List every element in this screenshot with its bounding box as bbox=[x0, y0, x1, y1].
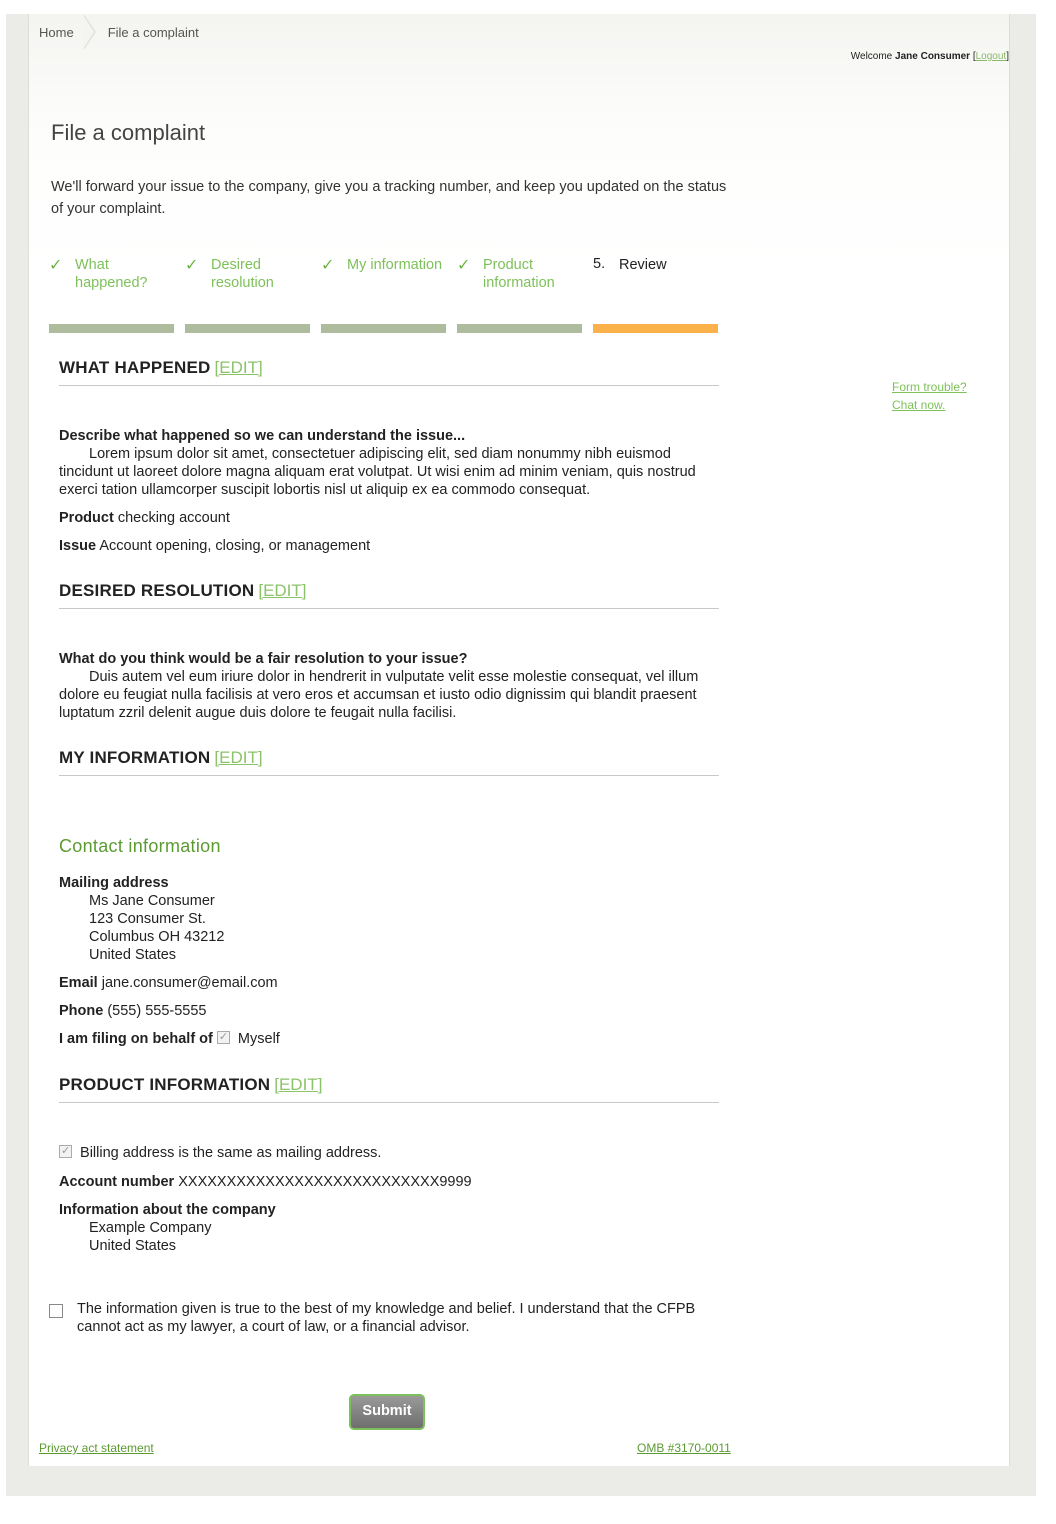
section-header-desired-resolution bbox=[59, 581, 719, 609]
check-icon: ✓ bbox=[185, 257, 199, 274]
account-row bbox=[59, 1173, 719, 1191]
behalf-row bbox=[59, 1030, 719, 1048]
breadcrumb bbox=[29, 14, 209, 50]
issue-value: Account opening, closing, or management bbox=[99, 538, 371, 554]
help-links bbox=[892, 378, 967, 414]
privacy-act-link[interactable]: Privacy act statement bbox=[39, 1441, 154, 1455]
issue-label: Issue bbox=[59, 538, 97, 554]
product-label: Product bbox=[59, 510, 114, 526]
intro-text: We'll forward your issue to the company, give you a tracking number, and keep you updated on the status of your complaint. bbox=[51, 179, 727, 217]
welcome-user: Jane Consumer bbox=[895, 51, 971, 62]
product-row bbox=[59, 509, 719, 527]
contact-information-heading: Contact information bbox=[59, 836, 221, 856]
email-row bbox=[59, 974, 719, 992]
address-line: 123 Consumer St. bbox=[89, 911, 206, 927]
billing-same-row bbox=[59, 1144, 719, 1162]
answer-text: Duis autem vel eum iriure dolor in hendrerit in vulputate velit esse molestie consequat, vel illum dolore eu feugiat nulla facilisis at vero eros et accumsan et iusto odio dignissim qui blandit praesent luptatum zzril delenit augue duis dolore te feugait nulla facilisi. bbox=[59, 669, 699, 721]
check-icon: ✓ bbox=[457, 257, 471, 274]
section-title: WHAT HAPPENED bbox=[59, 358, 211, 377]
phone-label: Phone bbox=[59, 1003, 104, 1019]
my-information-body bbox=[59, 874, 719, 1048]
company-line: Example Company bbox=[89, 1220, 212, 1236]
submit-button[interactable]: Submit bbox=[349, 1394, 425, 1430]
section-header-what-happened bbox=[59, 358, 719, 386]
edit-my-information-link[interactable]: [EDIT] bbox=[214, 748, 263, 767]
behalf-label: I am filing on behalf of bbox=[59, 1031, 213, 1047]
product-value: checking account bbox=[117, 510, 230, 526]
address-line: United States bbox=[89, 947, 177, 963]
page-title: File a complaint bbox=[51, 120, 206, 145]
account-value: XXXXXXXXXXXXXXXXXXXXXXXXXXX9999 bbox=[178, 1174, 472, 1190]
account-label: Account number bbox=[59, 1174, 175, 1190]
billing-same-checkbox bbox=[59, 1145, 72, 1158]
form-trouble-link[interactable]: Form trouble? bbox=[892, 380, 967, 394]
email-label: Email bbox=[59, 975, 98, 991]
question-label: What do you think would be a fair resolution to your issue? bbox=[59, 651, 468, 667]
mailing-address bbox=[59, 892, 719, 964]
welcome-prefix: Welcome bbox=[850, 51, 893, 62]
step-label: Desired resolution bbox=[211, 257, 274, 291]
footer-privacy bbox=[39, 1441, 154, 1455]
step-label: What happened? bbox=[75, 257, 148, 291]
step-progress-bar-current bbox=[593, 324, 718, 333]
chat-now-link[interactable]: Chat now. bbox=[892, 398, 946, 412]
section-header-my-information bbox=[59, 748, 719, 776]
section-title: MY INFORMATION bbox=[59, 748, 211, 767]
step-progress-bar bbox=[321, 324, 446, 333]
section-title: DESIRED RESOLUTION bbox=[59, 581, 255, 600]
behalf-value: Myself bbox=[237, 1031, 280, 1047]
desired-resolution-body bbox=[59, 650, 719, 722]
behalf-checkbox bbox=[217, 1031, 230, 1044]
breadcrumb-current: File a complaint bbox=[107, 24, 199, 40]
certification-text: The information given is true to the best of my knowledge and belief. I understand that the CFPB cannot act as my lawyer, a court of law, or a financial advisor. bbox=[77, 1301, 696, 1335]
welcome-bar: Welcome Jane Consumer [Logout] bbox=[850, 51, 1009, 62]
check-icon: ✓ bbox=[49, 257, 63, 274]
step-label: Review bbox=[619, 257, 667, 273]
what-happened-body bbox=[59, 427, 719, 555]
company-info bbox=[59, 1219, 719, 1255]
page-container bbox=[28, 14, 1010, 1466]
step-progress-bar bbox=[49, 324, 174, 333]
omb-link[interactable]: OMB #3170-0011 bbox=[637, 1441, 731, 1455]
billing-same-text: Billing address is the same as mailing address. bbox=[80, 1145, 382, 1161]
footer-omb bbox=[637, 1441, 731, 1455]
address-line: Ms Jane Consumer bbox=[89, 893, 215, 909]
breadcrumb-home-link[interactable]: Home bbox=[39, 24, 74, 40]
phone-row bbox=[59, 1002, 719, 1020]
step-number: 5. bbox=[593, 256, 606, 272]
step-label: My information bbox=[347, 257, 443, 273]
email-value: jane.consumer@email.com bbox=[101, 975, 278, 991]
issue-row bbox=[59, 537, 719, 555]
step-progress-bar bbox=[457, 324, 582, 333]
logout-link[interactable]: Logout bbox=[975, 51, 1007, 62]
breadcrumb-separator-icon bbox=[84, 14, 98, 50]
check-icon: ✓ bbox=[321, 257, 335, 274]
edit-product-information-link[interactable]: [EDIT] bbox=[274, 1075, 323, 1094]
step-progress-bar bbox=[185, 324, 310, 333]
phone-value: (555) 555-5555 bbox=[107, 1003, 207, 1019]
mailing-address-label: Mailing address bbox=[59, 875, 169, 891]
company-label: Information about the company bbox=[59, 1202, 276, 1218]
step-label: Product information bbox=[483, 257, 555, 291]
section-title: PRODUCT INFORMATION bbox=[59, 1075, 271, 1094]
answer-text: Lorem ipsum dolor sit amet, consectetuer adipiscing elit, sed diam nonummy nibh euismod tincidunt ut laoreet dolore magna aliquam erat volutpat. Ut wisi enim ad minim veniam, quis nostrud exerci tation ullamcorper suscipit lobortis nisl ut aliquip ex ea commodo consequat. bbox=[59, 446, 696, 498]
certification-checkbox[interactable] bbox=[49, 1304, 63, 1318]
address-line: Columbus OH 43212 bbox=[89, 929, 225, 945]
company-line: United States bbox=[89, 1238, 177, 1254]
section-header-product-information bbox=[59, 1075, 719, 1103]
edit-desired-resolution-link[interactable]: [EDIT] bbox=[258, 581, 307, 600]
edit-what-happened-link[interactable]: [EDIT] bbox=[214, 358, 263, 377]
product-information-body bbox=[59, 1144, 719, 1255]
question-label: Describe what happened so we can understand the issue... bbox=[59, 428, 466, 444]
